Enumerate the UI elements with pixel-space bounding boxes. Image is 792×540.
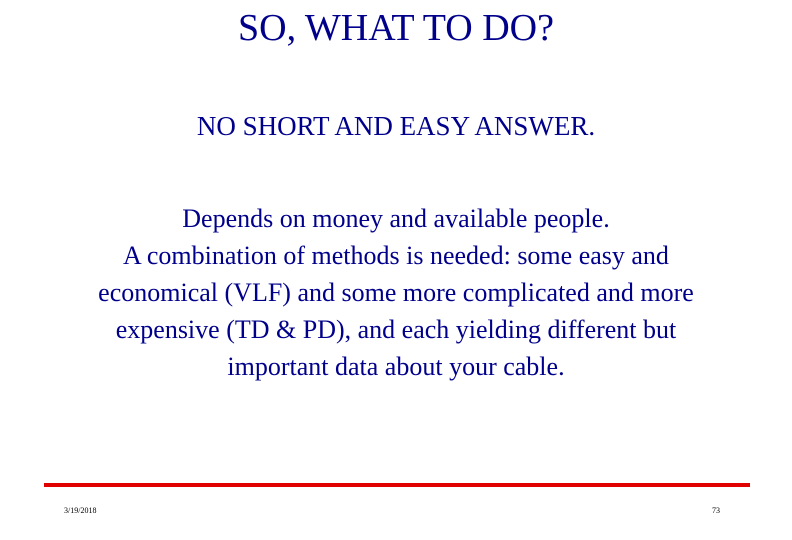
body-line: economical (VLF) and some more complicated and more bbox=[98, 278, 694, 307]
body-line: A combination of methods is needed: some easy and bbox=[123, 241, 669, 270]
slide-body bbox=[20, 200, 772, 385]
slide-title: SO, WHAT TO DO? bbox=[238, 7, 554, 49]
body-line: Depends on money and available people. bbox=[182, 204, 610, 233]
slide-number: 73 bbox=[712, 506, 720, 515]
slide-subtitle: NO SHORT AND EASY ANSWER. bbox=[196, 111, 596, 141]
body-line: expensive (TD & PD), and each yielding different but bbox=[115, 315, 677, 344]
footer-date: 3/19/2018 bbox=[64, 506, 97, 515]
body-line: important data about your cable. bbox=[227, 352, 565, 381]
footer-divider bbox=[44, 483, 750, 487]
